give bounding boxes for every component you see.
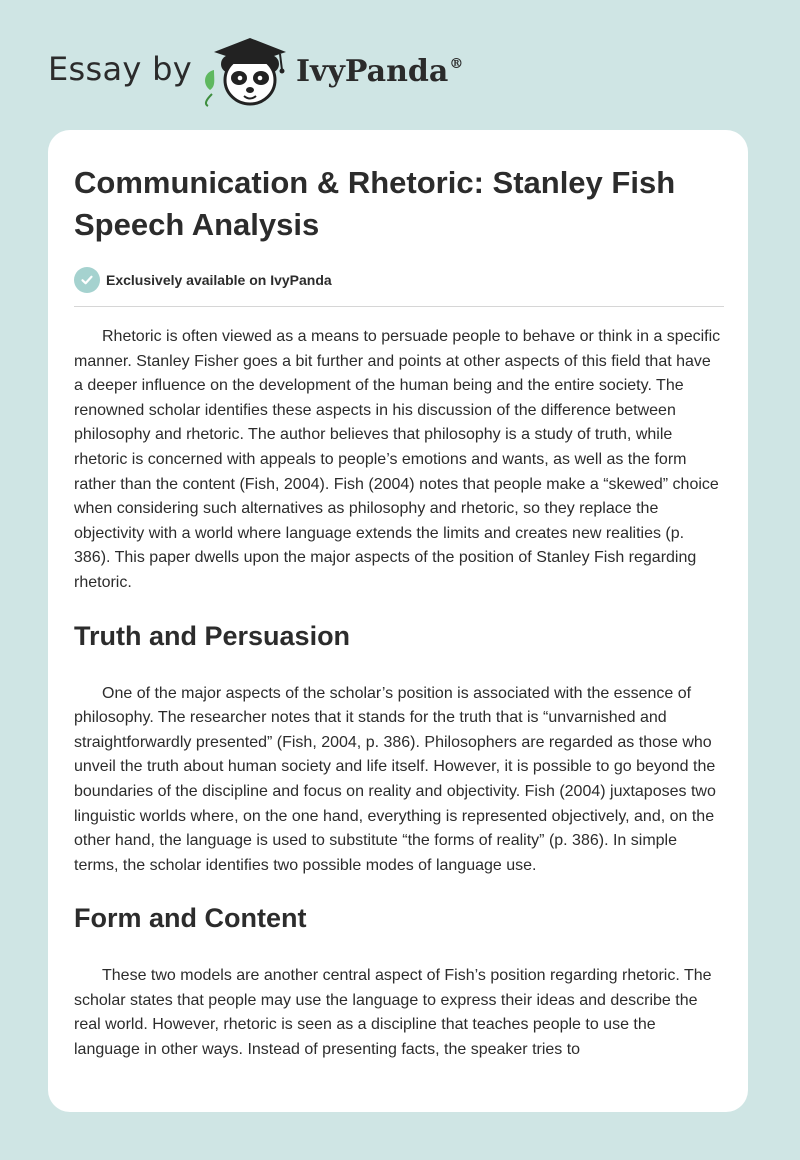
brand-name[interactable] [296, 54, 463, 89]
exclusive-label: Exclusively available on IvyPanda [106, 272, 332, 288]
paragraph-form-and-content: These two models are another central aspect of Fish’s position regarding rhetoric. The scholar states that people may use the language to express their ideas and describe the real world. However, rhetoric is seen as a discipline that teaches people to use the language in other ways. Instead of presenting facts, the speaker tries to [74, 967, 712, 1059]
brand-name-text: IvyPanda [296, 54, 449, 89]
site-header [48, 34, 548, 108]
paragraph-truth-and-persuasion: One of the major aspects of the scholar’s position is associated with the essence of philosophy. The researcher notes that it stands for the truth that is “unvarnished and straightforwardly presented” (Fish, 2004, p. 386). Philosophers are regarded as those who unveil the truth about human society and life itself. However, it is possible to go beyond the boundaries of the discipline and focus on reality and objectivity. Fish (2004) juxtaposes two linguistic worlds where, on the one hand, everything is represented objectively, and, on the other hand, the language is used to substitute “the forms of reality” (p. 386). In simple terms, the scholar identifies two possible modes of language use. [74, 684, 716, 874]
essay-by-label: Essay by [48, 50, 192, 88]
essay-card [48, 130, 748, 1112]
exclusive-banner [74, 266, 724, 294]
title-divider [74, 306, 724, 307]
check-badge-icon [74, 267, 100, 293]
registered-mark: ® [449, 56, 464, 72]
panda-graduate-logo-icon[interactable] [200, 34, 292, 108]
section-heading-form-and-content: Form and Content [74, 903, 307, 934]
paragraph-intro: Rhetoric is often viewed as a means to persuade people to behave or think in a specific manner. Stanley Fisher goes a bit further and points at other aspects of this field that have a deeper influence on the development of the human being and the entire society. The renowned scholar identifies these aspects in his discussion of the difference between philosophy and rhetoric. The author believes that philosophy is a study of truth, while rhetoric is concerned with appeals to people’s emotions and wants, as well as the form rather than the content (Fish, 2004). Fish (2004) notes that people make a “skewed” choice when considering such alternatives as philosophy and rhetoric, so they replace the objectivity with a world where language extends the limits and creates new realities (p. 386). This paper dwells upon the major aspects of the position of Stanley Fish regarding rhetoric. [74, 328, 721, 591]
essay-title: Communication & Rhetoric: Stanley Fish Speech Analysis [74, 165, 676, 242]
section-heading-truth-and-persuasion: Truth and Persuasion [74, 620, 351, 651]
essay-content [74, 162, 724, 1063]
